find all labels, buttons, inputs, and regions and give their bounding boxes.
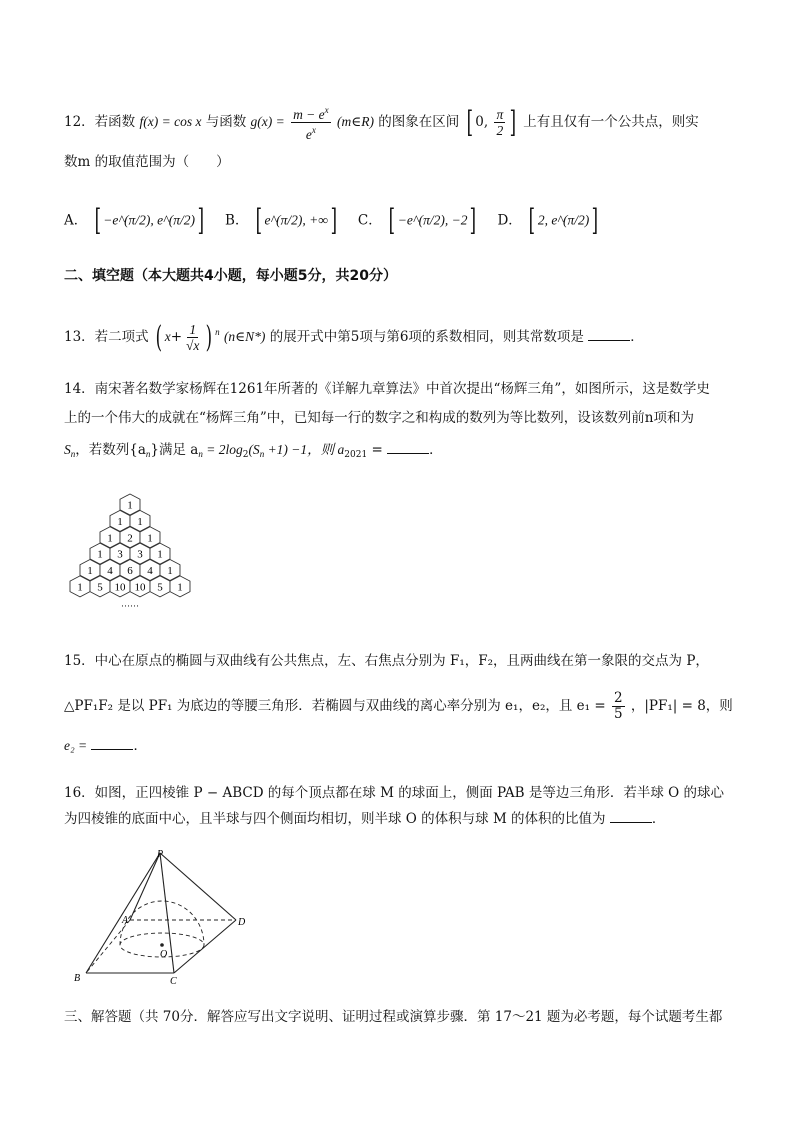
triangle-number: 1: [167, 565, 173, 578]
triangle-number: 1: [127, 499, 133, 512]
triangle-number: 6: [127, 565, 133, 578]
yanghui-triangle-figure: [64, 490, 204, 620]
q12-options: [64, 203, 615, 238]
bracket-glyph: ]: [509, 104, 517, 140]
triangle-number: 1: [177, 581, 183, 594]
q12-g-den: e: [305, 127, 312, 142]
q16-line1: 16．如图，正四棱锥 P − ABCD 的每个顶点都在球 M 的球面上，侧面 PAB 是等边三角形．若半球 O 的球心: [64, 785, 724, 801]
label-d: D: [238, 917, 246, 928]
bracket-glyph: [: [255, 203, 262, 238]
q15-line3: [64, 735, 147, 756]
q12-option-b: [225, 203, 340, 238]
q12-g-num-sup: x: [324, 105, 329, 115]
option-body: e^(π/2), +∞: [264, 212, 328, 228]
q15-end: ．: [133, 738, 147, 754]
q13-frac-den: √x: [186, 338, 200, 353]
q13-line: 13．若二项式 ( x+ $\frac{1}{√x}$ ) $^n$ (n∈N*) 的展开式中第5项与第6项的系数相同，则其常数项是 ．: [64, 319, 644, 355]
bracket-glyph: (: [155, 319, 163, 355]
triangle-number: 1: [137, 515, 143, 528]
q15-e2: e₂ =: [64, 738, 88, 753]
option-body: −e^(π/2), −2: [397, 212, 468, 228]
bracket-glyph: ]: [330, 203, 337, 238]
bracket-glyph: [: [528, 203, 536, 238]
triangle-number: 1: [77, 581, 83, 594]
triangle-number: 3: [117, 548, 123, 561]
triangle-number: 5: [97, 581, 103, 594]
triangle-number: 1: [107, 532, 113, 545]
q13-fraction: [184, 322, 201, 353]
q12-option-a: [64, 203, 207, 238]
triangle-number: 4: [147, 565, 153, 578]
q12-interval-fraction: [494, 107, 505, 138]
edge-pb: [86, 853, 160, 973]
q14-answer-blank[interactable]: [387, 439, 429, 454]
q14-s: S: [64, 442, 71, 457]
bracket-glyph: ]: [197, 203, 205, 238]
pyramid-hemisphere-figure: [70, 845, 260, 985]
q14-text: = 2log: [202, 442, 243, 457]
q13-end: ．: [630, 329, 644, 345]
triangle-number: 2: [127, 532, 133, 545]
q14-sub: n: [145, 449, 151, 459]
q13-cond: (n∈N*): [223, 329, 266, 344]
q13-x: x: [164, 329, 171, 344]
label-o: O: [160, 949, 168, 960]
q12-f-expr: f(x) = cos x: [139, 114, 202, 129]
option-body: −e^(π/2), e^(π/2): [103, 212, 196, 228]
q12-text: 与函数: [205, 114, 247, 130]
label-a: A: [122, 915, 129, 926]
triangle-number: 5: [157, 581, 163, 594]
triangle-number: 1: [117, 515, 123, 528]
q14-text: (S: [248, 442, 260, 457]
q12-g-cond: (m∈R): [336, 114, 374, 129]
option-label: B．: [225, 212, 249, 229]
q12-option-d: [497, 203, 601, 238]
q15-text: △PF₁F₂ 是以 PF₁ 为底边的等腰三角形．若椭圆与双曲线的离心率分别为 e₁，e₂，且 e₁ =: [64, 698, 606, 714]
q12-text: 上有且仅有一个公共点，则实: [523, 114, 699, 130]
q12-interval-left: 0,: [475, 114, 489, 130]
q12-line1: [64, 103, 699, 142]
q13-text: 13．若二项式: [64, 329, 149, 345]
triangle-ellipsis: ……: [121, 598, 139, 609]
q12-option-c: [357, 203, 479, 238]
q15-answer-blank[interactable]: [91, 735, 133, 750]
q14-sub: 2021: [344, 450, 368, 460]
bracket-glyph: ]: [470, 203, 477, 238]
q15-fraction: [612, 691, 625, 722]
q14-sub: 2: [242, 450, 249, 460]
q14-line2: 上的一个伟大的成就在“杨辉三角”中，已知每一行的数字之和构成的数列为等比数列，设该数列前n项和为: [64, 410, 694, 426]
q14-text: }满足 a: [150, 442, 199, 458]
q15-line2: [64, 691, 733, 722]
q15-frac-den: 5: [613, 706, 623, 722]
q15-frac-num: 2: [613, 690, 623, 706]
option-label: A．: [64, 212, 88, 229]
edge-pa: [130, 853, 160, 920]
q14-sub: n: [70, 449, 76, 459]
q13-text: 的展开式中第5项与第6项的系数相同，则其常数项是: [269, 329, 584, 345]
q14-sub: n: [259, 449, 265, 459]
q14-text: ，若数列{a: [75, 442, 146, 458]
triangle-number: 3: [137, 548, 143, 561]
q13-frac-num: 1: [189, 322, 197, 337]
bracket-glyph: [: [94, 203, 101, 238]
q16-end: ．: [651, 811, 666, 827]
q14-line1: 14．南宋著名数学家杨辉在1261年所著的《详解九章算法》中首次提出“杨辉三角”，如图所示，这是数学史: [64, 381, 710, 397]
triangle-number: 1: [87, 565, 93, 578]
q14-text: +1) −1，则 a: [264, 442, 345, 457]
bracket-glyph: ]: [591, 203, 599, 238]
q14-text: =: [367, 442, 383, 458]
q12-g-fraction: [291, 103, 331, 142]
q16-answer-blank[interactable]: [610, 808, 652, 823]
edge-pd: [160, 853, 236, 920]
q12-text: 的图象在区间: [378, 114, 460, 130]
triangle-number: 1: [97, 548, 103, 561]
q16-text: 为四棱锥的底面中心，且半球与四个侧面均相切，则半球 O 的体积与球 M 的体积的比值为: [64, 811, 606, 827]
triangle-number: 10: [114, 581, 126, 594]
section-heading-fill-in: 二、填空题（本大题共4小题，每小题5分，共20分）: [64, 268, 397, 284]
q15-text: ，|PF₁| = 8，则: [630, 698, 733, 714]
option-label: C．: [357, 212, 382, 229]
triangle-number: 1: [157, 548, 163, 561]
q12-interval-den: 2: [496, 123, 504, 138]
q12-line2: 数m 的取值范围为（ ）: [64, 154, 230, 170]
q13-exponent: n: [215, 327, 220, 337]
q14-sub: n: [198, 449, 203, 459]
edge-cd: [174, 920, 236, 973]
q14-line3: [64, 439, 443, 465]
triangle-number: 4: [107, 565, 113, 578]
bracket-glyph: ): [206, 319, 213, 355]
q12-text: 12．若函数: [64, 114, 136, 130]
q16-line2: [64, 808, 665, 829]
q15-line1: 15．中心在原点的椭圆与双曲线有公共焦点，左、右焦点分别为 F₁，F₂，且两曲线在第一象限的交点为 P，: [64, 653, 709, 669]
triangle-number: 10: [134, 581, 146, 594]
center-o-dot: [160, 943, 164, 947]
q12-g-num: m − e: [293, 107, 325, 122]
triangle-number: 1: [147, 532, 153, 545]
hemisphere-dome: [120, 901, 204, 945]
q13-answer-blank[interactable]: [588, 326, 630, 341]
label-c: C: [170, 976, 177, 985]
q12-g-lhs: g(x) =: [250, 114, 285, 129]
section-heading-answers: 三、解答题（共 70分．解答应写出文字说明、证明过程或演算步骤．第 17～21 题为必考题，每个试题考生都: [64, 1009, 723, 1025]
q12-interval-num: π: [496, 107, 504, 122]
bracket-glyph: [: [466, 104, 473, 140]
label-p: P: [157, 849, 164, 860]
option-label: D．: [497, 212, 522, 229]
option-body: 2, e^(π/2): [537, 212, 590, 228]
label-b: B: [74, 973, 81, 984]
q14-end: ．: [429, 442, 443, 458]
q12-g-den-sup: x: [311, 125, 316, 135]
bracket-glyph: [: [388, 203, 396, 238]
